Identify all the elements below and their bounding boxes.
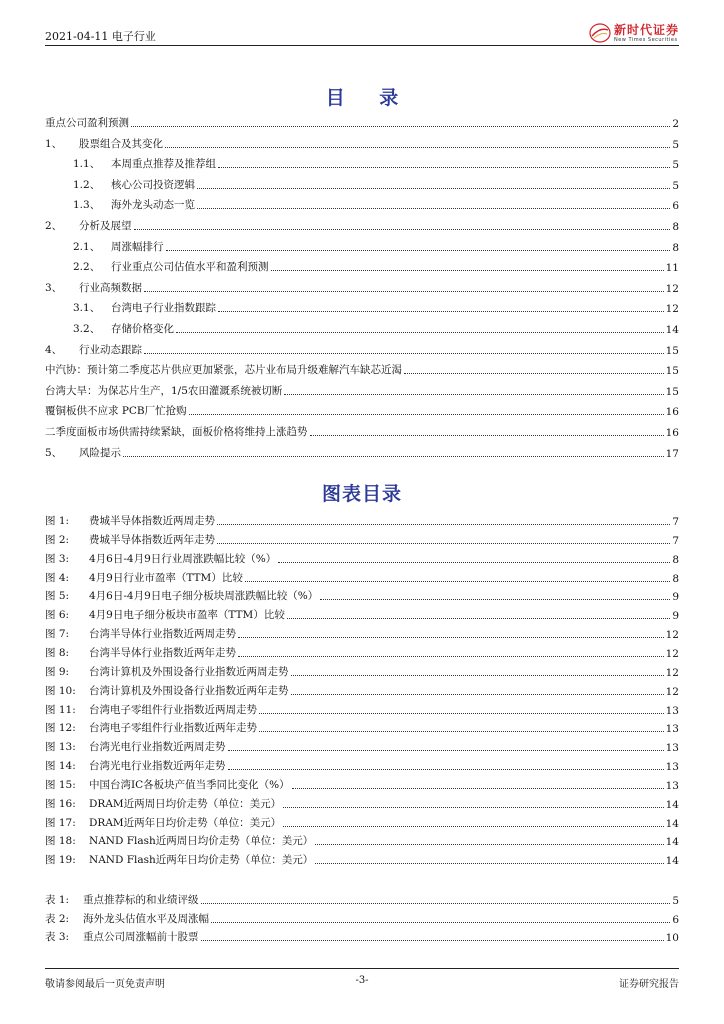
dot-leader (197, 208, 670, 209)
toc-entry[interactable] (45, 646, 679, 660)
toc-entry-text: DRAM近两周日均价走势（单位：美元） (89, 797, 282, 810)
toc-entry[interactable] (45, 740, 679, 754)
toc-entry-number: 1.3、 (73, 199, 101, 212)
toc-entry[interactable] (45, 665, 679, 679)
toc-entry[interactable] (45, 778, 679, 792)
dot-leader (310, 435, 664, 436)
toc-entry-page: 13 (665, 779, 679, 792)
toc-entry-number: 图 5: (45, 590, 70, 603)
toc-entry[interactable] (45, 930, 679, 944)
toc-entry-page: 8 (672, 572, 679, 585)
toc-entry-page: 9 (672, 610, 679, 623)
dot-leader (320, 599, 670, 600)
toc-entry-number: 1.1、 (73, 158, 101, 171)
toc-entry-page: 13 (665, 704, 679, 717)
toc-entry[interactable] (45, 363, 679, 377)
toc-entry[interactable] (45, 759, 679, 773)
dot-leader (176, 332, 664, 333)
toc-entry-number: 图 8: (45, 646, 70, 659)
toc-entry-page: 5 (672, 159, 679, 172)
dot-leader (271, 270, 664, 271)
toc-entry-page: 15 (665, 344, 679, 357)
header-date-sector: 2021-04-11 电子行业 (45, 30, 156, 43)
toc-entry-number: 图 15: (45, 778, 76, 791)
toc-entry[interactable] (73, 198, 679, 212)
dot-leader (189, 414, 664, 415)
toc-entry-text: NAND Flash近两周日均价走势（单位：美元） (89, 835, 314, 848)
new-times-emblem-icon (589, 23, 611, 43)
dot-leader (278, 562, 670, 563)
toc-entry[interactable] (45, 514, 679, 528)
toc-entry-number: 图 13: (45, 741, 76, 754)
figures-title: 图表目录 (321, 483, 402, 505)
toc-entry-number: 图 7: (45, 628, 70, 641)
dot-leader (134, 229, 671, 230)
toc-entry-page: 5 (672, 895, 679, 907)
dot-leader (315, 844, 663, 845)
toc-entry[interactable] (45, 797, 679, 811)
toc-entry-page: 14 (665, 817, 679, 830)
toc-entry-text: 台湾半导体行业指数近两周走势 (89, 628, 236, 641)
toc-entry-number: 3、 (45, 281, 63, 294)
dot-leader (292, 788, 664, 789)
toc-entry-text: 海外龙头动态一览 (111, 199, 195, 212)
toc-entry[interactable] (45, 137, 679, 151)
toc-entry-page: 15 (665, 365, 679, 378)
toc-entry-text: 重点公司周涨幅前十股票 (83, 931, 199, 943)
dot-leader (166, 250, 671, 251)
toc-entry-number: 图 19: (45, 854, 76, 867)
toc-entry[interactable] (45, 721, 679, 735)
toc-entry-text: 费城半导体指数近两周走势 (89, 515, 215, 527)
dot-leader (245, 581, 670, 582)
dot-leader (283, 826, 663, 827)
dot-leader (259, 731, 664, 732)
header-divider (45, 45, 679, 46)
toc-entry-text: 本周重点推荐及推荐组 (111, 158, 216, 171)
toc-entry-number: 图 9: (45, 665, 70, 678)
toc-entry[interactable] (73, 260, 679, 274)
toc-entry[interactable] (73, 178, 679, 192)
toc-entry-text: 费城半导体指数近两年走势 (89, 533, 215, 546)
toc-entry-page: 12 (665, 303, 679, 316)
toc-entry-page: 5 (672, 138, 679, 151)
toc-entry-text: 台湾电子零组件行业指数近两周走势 (89, 703, 257, 716)
toc-entry-number: 表 3: (45, 931, 70, 943)
toc-entry-page: 14 (665, 324, 679, 336)
toc-entry[interactable] (73, 301, 679, 315)
toc-entry-text: 4月6日-4月9日电子细分板块周涨跌幅比较（%） (89, 590, 319, 603)
footer-divider (45, 968, 679, 969)
toc-entry-number: 图 4: (45, 571, 70, 584)
toc-entry-page: 17 (665, 447, 679, 460)
footer-disclaimer-note: 敬请参阅最后一页免责声明 (45, 979, 165, 990)
toc-entry[interactable] (45, 912, 679, 926)
toc-entry[interactable] (45, 552, 679, 566)
toc-entry-text: 重点推荐标的和业绩评级 (83, 894, 199, 906)
dot-leader (217, 524, 670, 525)
toc-entry[interactable] (45, 343, 679, 357)
toc-entry-page: 12 (665, 685, 679, 698)
dot-leader (291, 694, 664, 695)
toc-entry-number: 图 6: (45, 609, 70, 622)
dot-leader (144, 353, 664, 354)
toc-entry-text: 分析及展望 (79, 220, 132, 232)
toc-entry-text: 覆铜板供不应求 PCB厂忙抢购 (45, 405, 187, 418)
toc-entry[interactable] (45, 834, 679, 848)
toc-entry-text: DRAM近两年日均价走势（单位：美元） (89, 816, 282, 829)
toc-entry-text: 台湾大旱：为保芯片生产，1/5农田灌溉系统被切断 (45, 384, 283, 397)
toc-entry[interactable] (45, 446, 679, 460)
dot-leader (144, 291, 664, 292)
toc-entry-number: 图 12: (45, 722, 76, 735)
toc-entry[interactable] (45, 608, 679, 622)
toc-entry-text: 海外龙头估值水平及周涨幅 (83, 912, 209, 925)
toc-entry-page: 5 (672, 179, 679, 192)
dot-leader (228, 750, 664, 751)
toc-entry[interactable] (45, 384, 679, 398)
dot-leader (131, 126, 670, 127)
toc-entry-text: 台湾电子行业指数跟踪 (111, 302, 216, 315)
toc-entry-page: 16 (665, 406, 679, 419)
toc-entry[interactable] (45, 853, 679, 867)
toc-entry[interactable] (45, 425, 679, 439)
toc-entry-page: 7 (672, 516, 679, 528)
dot-leader (315, 863, 663, 864)
toc-entry-number: 图 18: (45, 835, 76, 848)
toc-entry-text: 4月9日电子细分板块市盈率（TTM）比较 (89, 609, 285, 622)
dot-leader (404, 373, 664, 374)
toc-entry[interactable] (45, 533, 679, 547)
toc-entry[interactable] (45, 893, 679, 907)
dot-leader (217, 543, 670, 544)
toc-entry-number: 图 14: (45, 760, 76, 773)
toc-entry-text: 行业动态跟踪 (79, 343, 142, 356)
toc-entry-number: 图 1: (45, 515, 70, 527)
toc-entry-page: 12 (665, 282, 679, 295)
toc-entry-page: 14 (665, 836, 679, 849)
toc-entry-page: 6 (672, 913, 679, 926)
toc-entry-number: 2.2、 (73, 261, 101, 274)
toc-entry-page: 2 (672, 118, 679, 130)
toc-entry-page: 14 (665, 855, 679, 868)
toc-entry-text: 核心公司投资逻辑 (111, 178, 195, 191)
page-number: -3- (355, 975, 369, 986)
toc-entry-number: 图 2: (45, 533, 70, 546)
dot-leader (287, 618, 670, 619)
toc-entry-text: 台湾光电行业指数近两年走势 (89, 760, 226, 773)
toc-entry-text: 股票组合及其变化 (79, 137, 163, 150)
toc-entry-text: 二季度面板市场供需持续紧缺，面板价格将维持上涨趋势 (45, 426, 308, 438)
toc-entry-text: 台湾计算机及外围设备行业指数近两年走势 (89, 684, 289, 697)
toc-entry[interactable] (73, 322, 679, 336)
dot-leader (218, 311, 664, 312)
toc-entry[interactable] (45, 627, 679, 641)
toc-entry[interactable] (45, 589, 679, 603)
toc-entry[interactable] (45, 684, 679, 698)
toc-entry-page: 16 (665, 427, 679, 439)
toc-entry-page: 14 (665, 798, 679, 811)
dot-leader (218, 167, 670, 168)
toc-entry-text: NAND Flash近两年日均价走势（单位：美元） (89, 854, 314, 867)
toc-entry-page: 12 (665, 666, 679, 679)
toc-entry-text: 周涨幅排行 (111, 240, 164, 253)
toc-entry-text: 台湾光电行业指数近两周走势 (89, 741, 226, 754)
page-footer (45, 968, 679, 990)
toc-entry-text: 行业高频数据 (79, 281, 142, 294)
toc-entry[interactable] (45, 281, 679, 295)
toc-entry-number: 图 3: (45, 552, 70, 565)
toc-entry-page: 6 (672, 200, 679, 213)
dot-leader (291, 675, 664, 676)
logo-chinese-name: 新时代证券 (613, 22, 679, 37)
logo-english-name: New Times Securities (613, 36, 678, 43)
toc-entry-text: 台湾半导体行业指数近两年走势 (89, 646, 236, 659)
dot-leader (201, 903, 671, 904)
toc-entry-number: 2.1、 (73, 240, 101, 253)
toc-entry-text: 台湾电子零组件行业指数近两年走势 (89, 722, 257, 735)
toc-entry-text: 重点公司盈利预测 (45, 117, 129, 129)
dot-leader (228, 769, 664, 770)
dot-leader (197, 188, 670, 189)
toc-entry-page: 8 (672, 553, 679, 566)
page-header (45, 22, 679, 48)
dot-leader (201, 940, 664, 941)
toc-entry-page: 15 (665, 385, 679, 398)
toc-entry[interactable] (45, 816, 679, 830)
toc-entry-text: 中汽协：预计第二季度芯片供应更加紧张，芯片业布局升级难解汽车缺芯近渴 (45, 364, 402, 377)
toc-entry-page: 11 (665, 262, 679, 275)
toc-entry[interactable] (45, 219, 679, 233)
dot-leader (211, 922, 670, 923)
toc-entry-text: 中国台湾IC各板块产值当季同比变化（%） (89, 778, 290, 791)
toc-entry-text: 风险提示 (79, 446, 121, 459)
toc-entry-page: 13 (665, 742, 679, 755)
toc-entry-text: 台湾计算机及外围设备行业指数近两周走势 (89, 665, 289, 678)
toc-entry-number: 图 11: (45, 703, 76, 716)
toc-entry-text: 行业重点公司估值水平和盈利预测 (111, 261, 269, 274)
dot-leader (259, 713, 664, 714)
toc-entry-number: 3.1、 (73, 302, 101, 315)
toc-entry[interactable] (73, 157, 679, 171)
toc-entry-page: 12 (665, 647, 679, 660)
dot-leader (238, 656, 664, 657)
toc-entry[interactable] (45, 404, 679, 418)
toc-entry[interactable] (45, 703, 679, 717)
toc-entry-number: 1.2、 (73, 178, 101, 191)
toc-title: 目 录 (325, 87, 413, 109)
toc-entry-number: 图 10: (45, 684, 76, 697)
toc-entry-number: 3.2、 (73, 323, 101, 335)
toc-entry-number: 4、 (45, 343, 63, 356)
toc-entry-number: 图 16: (45, 797, 76, 810)
toc-entry-text: 4月9日行业市盈率（TTM）比较 (89, 571, 243, 584)
toc-entry[interactable] (45, 571, 679, 585)
dot-leader (238, 637, 664, 638)
toc-entry-number: 表 1: (45, 894, 70, 906)
dot-leader (123, 456, 664, 457)
toc-entry-page: 13 (665, 723, 679, 736)
toc-entry-page: 8 (672, 241, 679, 254)
dot-leader (284, 394, 663, 395)
toc-entry-page: 8 (672, 221, 679, 233)
toc-entry-page: 9 (672, 591, 679, 604)
toc-entry-number: 5、 (45, 446, 63, 459)
footer-report-type: 证券研究报告 (619, 979, 679, 990)
toc-entry-page: 12 (665, 629, 679, 642)
toc-entry-number: 图 17: (45, 816, 76, 829)
dot-leader (283, 807, 663, 808)
toc-entry-number: 2、 (45, 220, 63, 232)
toc-entry[interactable] (73, 240, 679, 254)
brand-logo (589, 22, 679, 44)
toc-entry-text: 存储价格变化 (111, 323, 174, 335)
toc-entry[interactable] (45, 116, 679, 130)
toc-entry-page: 7 (672, 534, 679, 547)
dot-leader (165, 147, 670, 148)
toc-entry-page: 10 (665, 932, 679, 944)
toc-entry-number: 表 2: (45, 912, 70, 925)
toc-entry-page: 13 (665, 761, 679, 774)
toc-entry-text: 4月6日-4月9日行业周涨跌幅比较（%） (89, 552, 277, 565)
toc-entry-number: 1、 (45, 137, 63, 150)
